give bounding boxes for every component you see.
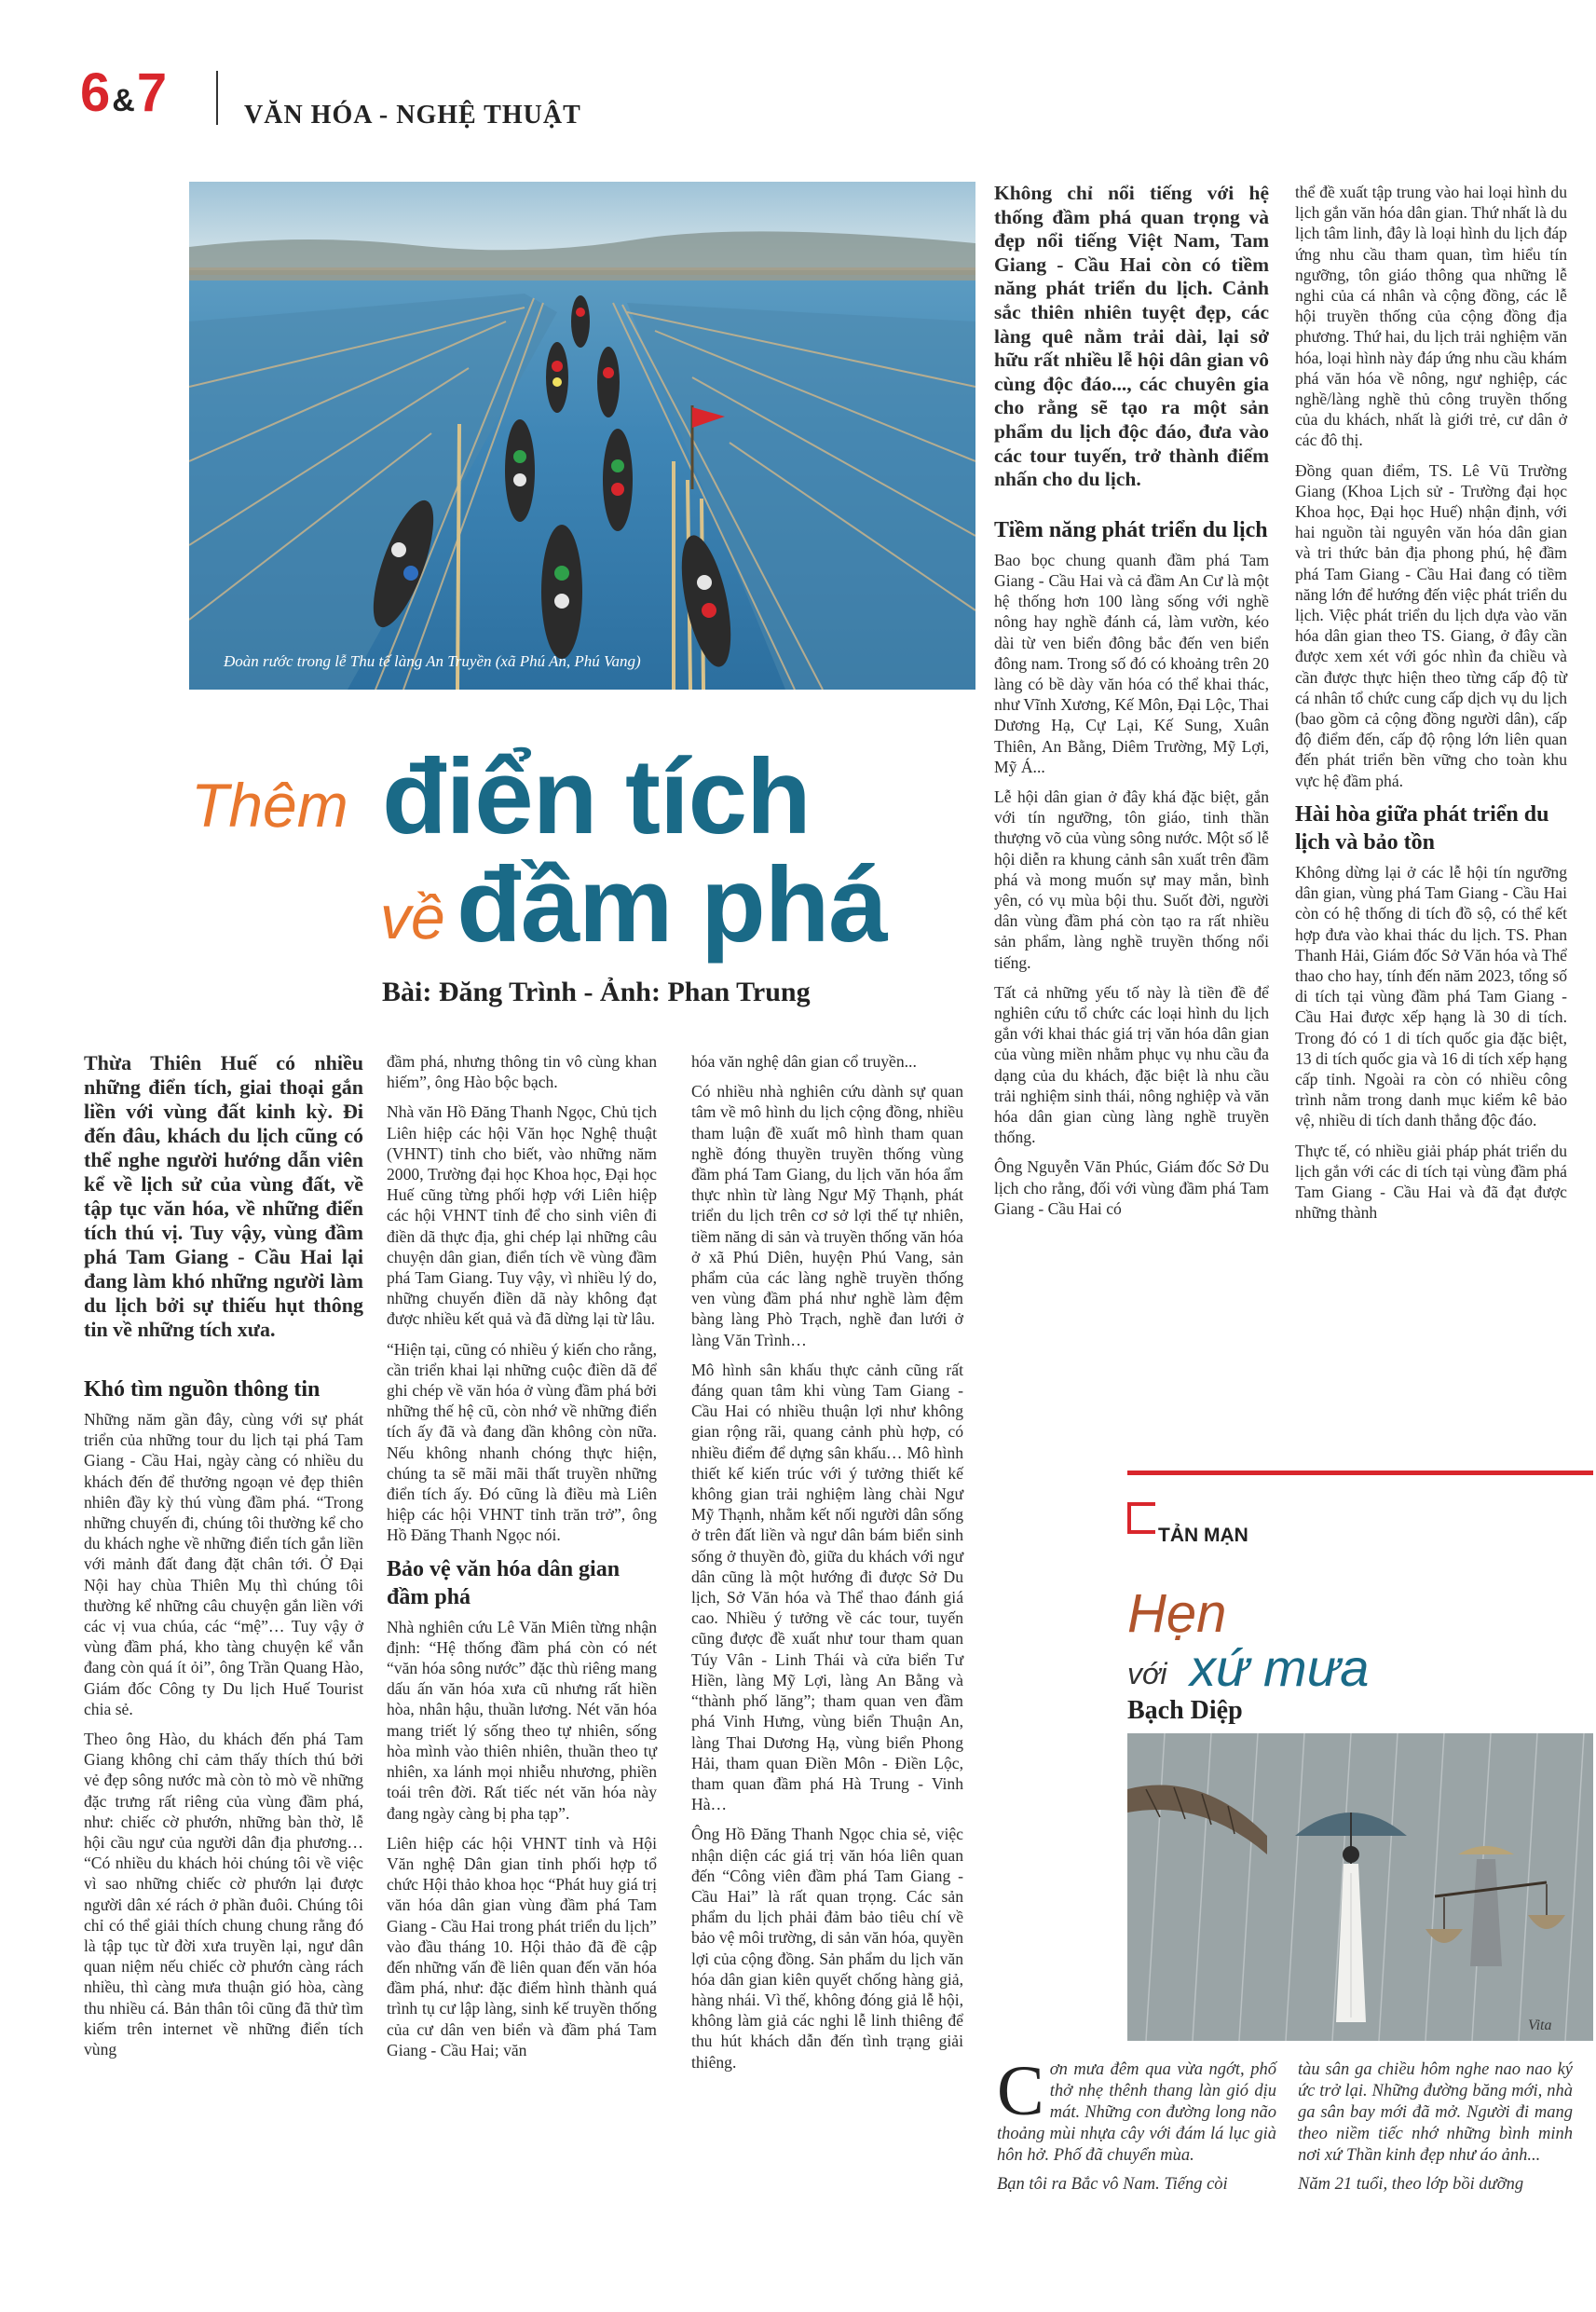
page-number: [80, 62, 168, 129]
paragraph: tàu sân ga chiều hôm nghe nao nao ký ức trở lại. Những đường băng mới, nhà ga sân bay mới đã mở. Người đi mang theo niềm tiếc nhớ những bình minh nơi xứ Thần kinh đẹp như áo ảnh...: [1298, 2060, 1573, 2165]
lagoon-procession-photo: [189, 182, 975, 690]
sidebar-author: Bạch Diệp: [1127, 1696, 1243, 1725]
headline-word-ve: về: [380, 882, 445, 951]
rain-umbrella-illustration: [1127, 1733, 1593, 2041]
artist-signature: [1528, 2018, 1551, 2033]
subheading-tiem-nang: Tiềm năng phát triển du lịch: [994, 517, 1268, 542]
essay-text: ơn mưa đêm qua vừa ngớt, phố thở nhẹ thênh thang làn gió dịu mát. Những con đường long não thoảng mùi nhựa cây với đám lá lục già hôn hở. Phố đã chuyển mùa.: [997, 2060, 1276, 2165]
paragraph: Ông Hồ Đăng Thanh Ngọc chia sẻ, việc nhận diện các giá trị văn hóa liên quan đến “Công viên đầm phá Tam Giang - Cầu Hai” là rất quan trọng. Các sản phẩm du lịch phải đảm bảo tiêu chí về bảo vệ môi trường, di sản văn hóa, quyền lợi của cộng đồng. Sản phẩm du lịch văn hóa dân gian kiên quyết chống hàng giả, hàng nhái. Vì thế, không đóng giả lễ hội, không làm giả các nghi lễ linh thiêng để thu hút khách dẫn đến tình trạng giải thiêng.: [691, 1825, 963, 2072]
paragraph: Lễ hội dân gian ở đây khá đặc biệt, gắn với tín ngưỡng, tôn giáo, tinh thần thượng võ của vùng sông nước. Một số lễ hội diễn ra khung cảnh sân xuất trên đầm phá và mong muốn sự may mắn, bình yên, có vụ mùa bội thu. Suốt đời, người dân vùng đầm phá còn tạo ra rất nhiều sản phẩm, làng nghề truyền thống nổi tiếng.: [994, 787, 1269, 972]
subheading-hai-hoa: Hài hòa giữa phát triển du lịch và bảo tồn: [1295, 801, 1549, 855]
drop-cap: C: [997, 2052, 1044, 2130]
paragraph: Có nhiều nhà nghiên cứu dành sự quan tâm về mô hình du lịch cộng đồng, nhiều tham luận đề xuất mô hình tham quan nghề đóng thuyền truyền thống vùng đầm phá Tam Giang, du lịch văn hóa ẩm thực nhìn từ làng Ngư Mỹ Thạnh, phát triển du lịch trên cơ sở lợi thế tự nhiên, tiềm năng di sản và truyền thống văn hóa ở xã Phú Diên, huyện Phú Vang, sản phẩm của các làng nghề truyền thống ven vùng đầm phá như nghề làm đệm bàng làng Phò Trạch, nghề đan lưới ở làng Văn Trình…: [691, 1082, 963, 1349]
paragraph: Mô hình sân khấu thực cảnh cũng rất đáng quan tâm khi vùng Tam Giang - Cầu Hai có nhiều thuận lợi như không gian rộng rãi, quang cảnh phù hợp, có nhiều điểm để dựng sân khấu… Mô hình thiết kế kiến trúc với ý tưởng thiết kế không gian trải nghiệm làng chài Ngư Mỹ Thạnh, nhằm kết nối người dân sống ở trên đất liền và ngư dân bám biển sinh sống ở thuyền đò, giữa du khách với ngư dân cũng là một hướng đi được Sở Du lịch, Sở Văn hóa và Thể thao đánh giá cao. Nhiều ý tưởng về các tour, tuyến cũng được đề xuất như tour tham quan Túy Vân - Linh Thái và cửa biển Tư Hiền, làng Mỹ Lợi, làng An Bằng và “thành phố lăng”; tham quan ven đầm phá Vinh Hưng, vùng biển Thuận An, làng Thai Dương Hạ, vùng biển Phong Hải, tham quan Điền Môn - Điền Lộc, tham quan đầm phá Hà Trung - Vinh Hà…: [691, 1360, 963, 1814]
subheading-bao-ve: Bảo vệ văn hóa dân gian đầm phá: [387, 1556, 621, 1609]
paragraph: Thực tế, có nhiều giải pháp phát triển du lịch gắn với các di tích tại vùng đầm phá Tam Giang - Cầu Hai và đã đạt được những thành: [1295, 1141, 1567, 1223]
sidebar-top-rule: [1127, 1471, 1593, 1475]
paragraph: hóa văn nghệ dân gian cổ truyền...: [691, 1052, 917, 1071]
paragraph: Năm 21 tuổi, theo lớp bồi dưỡng: [1298, 2175, 1524, 2194]
article-column-3: [691, 1051, 963, 2082]
essay-column-2: [1298, 2059, 1573, 2203]
paragraph: Đồng quan điểm, TS. Lê Vũ Trường Giang (Khoa Lịch sử - Trường đại học Khoa học, Đại học Huế) nhận định, với hai nguồn tài nguyên văn hóa dân gian và tri thức bản địa phong phú, hệ đầm phá Tam Giang - Cầu Hai đang có tiềm năng lớn để hướng đến việc phát triển du lịch. Việc phát triển du lịch dựa vào văn hóa dân gian theo TS. Giang, ở đây cần được xem xét với góc nhìn đa chiều và cần được thực hiện theo từng cấp độ từ cá nhân tổ chức cung cấp dịch vụ du lịch (bao gồm cả cộng đồng người dân), cấp độ điểm đến, cấp độ rộng lớn liên quan đến phát triển bền vững cho toàn khu vực hệ đầm phá.: [1295, 460, 1567, 790]
paragraph: Theo ông Hào, du khách đến phá Tam Giang không chỉ cảm thấy thích thú bởi vẻ đẹp sông nước mà còn tò mò về những đặc trưng rất riêng của vùng đầm phá, như: chiếc cờ phướn, những bàn thờ, lễ hội cầu ngư của người dân địa phương… “Có nhiều du khách hỏi chúng tôi về việc vì sao những chiếc cờ phướn lại được người dân xé rách ở phần đuôi. Chúng tôi chỉ có thể giải thích chung chung rằng đó là tập tục từ đời xưa truyền lại, ngư dân quan niệm nếu chiếc cờ phướn càng rách nhiều, thì càng mưa thuận gió hòa, càng thu nhiều cá. Bản thân tôi cũng đã thử tìm kiếm trên internet về những điển tích vùng: [84, 1730, 363, 2059]
photo-illustration: [189, 182, 975, 690]
paragraph: [997, 2052, 1276, 2167]
svg-text:Vita: Vita: [1528, 2018, 1552, 2033]
paragraph: Liên hiệp các hội VHNT tỉnh và Hội Văn nghệ Dân gian tỉnh phối hợp tổ chức Hội thảo khoa học “Phát huy giá trị văn hóa dân gian vùng đầm phá Tam Giang - Cầu Hai trong phát triển du lịch” vào đầu tháng 10. Hội thảo đã đề cập đến những vấn đề liên quan đến văn hóa đầm phá, như: đặc điểm hình thành quá trình tụ cư lập làng, sinh kế truyền thống của cư dân ven biển và đầm phá Tam Giang - Cầu Hai; văn: [387, 1833, 657, 2059]
page-number-left: 6: [80, 62, 111, 123]
essay-column-1: [997, 2052, 1276, 2203]
article-column-4: [994, 182, 1269, 1228]
paragraph: Ông Nguyễn Văn Phúc, Giám đốc Sở Du lịch cho rằng, đối với vùng đầm phá Tam Giang - Cầu Hai có: [994, 1157, 1269, 1218]
page-number-amp: &: [112, 83, 135, 118]
byline: Bài: Đăng Trình - Ảnh: Phan Trung: [382, 977, 811, 1007]
article-lead: Thừa Thiên Huế có nhiều những điển tích, giai thoại gắn liền với vùng đất kinh kỳ. Đi đến đâu, khách du lịch cũng có thể nghe người hướng dẫn viên kể về lịch sử của vùng đất, về tập tục văn hóa, về những điển tích thú vị. Tuy vậy, vùng đầm phá Tam Giang - Cầu Hai lại đang làm khó những người làm du lịch bởi sự thiếu hụt thông tin về những tích xưa.: [84, 1051, 363, 1341]
photo-caption: Đoàn rước trong lễ Thu tế làng An Truyền (xã Phú An, Phú Vang): [224, 652, 641, 670]
sidebar-title-xu-mua: xứ mưa: [1190, 1638, 1370, 1697]
sidebar-title-voi: với: [1127, 1657, 1167, 1690]
paragraph: Những năm gần đây, cùng với sự phát triển của những tour du lịch tại phá Tam Giang - Cầu Hai, ngày càng có nhiều du khách đến để thưởng ngoạn vẻ đẹp thiên nhiên đầy kỳ thú vùng đầm phá. “Trong những chuyến đi, chúng tôi thường kể cho du khách nghe về những điển tích gắn liền với mảnh đất đang đặt chân tới. Ở Đại Nội hay chùa Thiên Mụ thì chúng tôi thường kể những câu chuyện gắn liền với các vị vua chúa, các “mệ”… Tuy vậy ở vùng đầm phá, kho tàng chuyện kể vẫn đang còn quá ít ỏi”, ông Trần Quang Hào, Giám đốc Công ty Du lịch Huế Tourist chia sẻ.: [84, 1410, 363, 1718]
paragraph: Nhà nghiên cứu Lê Văn Miên từng nhận định: “Hệ thống đầm phá còn có nét “văn hóa sông nước” đặc thù riêng mang dấu ấn văn hóa xưa cũ nhưng rất hiền hòa, nhân hậu, thuần lương. Nét văn hóa mang triết lý sống theo tự nhiên, sống hòa mình vào thiên nhiên, thuần theo tự nhiên, xa lánh mọi nhiễu nhương, phiền toái trên đời. Rất tiếc nét văn hóa này đang ngày càng bị pha tạp”.: [387, 1617, 657, 1823]
paragraph: Nhà văn Hồ Đăng Thanh Ngọc, Chủ tịch Liên hiệp các hội Văn học Nghệ thuật (VHNT) tỉnh cho biết, vào những năm 2000, Trường đại học Khoa học, Đại học Huế cũng từng phối hợp với Liên hiệp các hội VHNT tỉnh để cho sinh viên đi điền dã thực địa, ghi chép lại những câu chuyện dân gian, điển tích về vùng đầm phá Tam Giang. Tuy vậy, vì nhiều lý do, những chuyến điền dã này không đạt được nhiều kết quả và đã dừng lại từ lâu.: [387, 1102, 657, 1329]
paragraph: “Hiện tại, cũng có nhiều ý kiến cho rằng, cần triển khai lại những cuộc điền dã để ghi chép về văn hóa ở vùng đầm phá bởi những thế hệ cũ, còn nhớ về những điển tích ấy đã và đang dần không còn nữa. Nếu không nhanh chóng thực hiện, chúng ta sẽ mãi mãi thất truyền những điển tích ấy. Đó cũng là điều mà Liên hiệp các hội VHNT tỉnh trăn trở”, ông Hồ Đăng Thanh Ngọc nói.: [387, 1339, 657, 1545]
page-number-right: 7: [136, 62, 168, 123]
article-column-2: [387, 1051, 657, 2070]
sidebar-label: TẢN MẠN: [1158, 1525, 1248, 1546]
section-title: VĂN HÓA - NGHỆ THUẬT: [244, 101, 581, 130]
article-sapo: Không chỉ nổi tiếng với hệ thống đầm phá quan trọng và đẹp nổi tiếng Việt Nam, Tam Giang - Cầu Hai còn có tiềm năng phát triển du lịch. Cảnh sắc thiên nhiên tuyệt đẹp, các làng quê nằm trải dài, lại sở hữu rất nhiều lễ hội dân gian vô cùng độc đáo..., các chuyên gia cho rằng sẽ tạo ra một sản phẩm du lịch độc đáo, đưa vào các tour tuyến, trở thành điểm nhấn cho du lịch.: [994, 182, 1269, 491]
article-column-5: [1295, 182, 1567, 1232]
paragraph: Bạn tôi ra Bắc vô Nam. Tiếng còi: [997, 2175, 1228, 2194]
article-column-1: [84, 1051, 363, 2069]
tan-man-bracket-icon: [1127, 1502, 1155, 1534]
headline-word-dam-pha: đầm phá: [457, 846, 887, 964]
paragraph: thể đề xuất tập trung vào hai loại hình du lịch gắn văn hóa dân gian. Thứ nhất là du lịch tâm linh, đây là loại hình du lịch đáp ứng nhu cầu tham quan, tìm hiểu tín ngưỡng, tôn giáo thông qua những lễ nghi của cá nhân và cộng đồng, các lễ hội truyền thống của cộng đồng địa phương. Thứ hai, du lịch trải nghiệm văn hóa, loại hình này đáp ứng nhu cầu khám phá văn hóa về nông, ngư nghiệp, các nghề/làng nghề thủ công truyền thống của du khách, nhất là giới trẻ, cư dân ở các đô thị.: [1295, 183, 1567, 450]
headline-word-them: Thêm: [191, 771, 348, 840]
paragraph: Tất cả những yếu tố này là tiền đề để nghiên cứu tổ chức các loại hình du lịch gắn với khai thác giá trị văn hóa dân gian của vùng miền nhằm phục vụ nhu cầu đa dạng của du khách, đặc biệt là nhu cầu trải nghiệm sinh thái, nông nghiệp và văn hóa dân gian cùng làng nghề truyền thống.: [994, 982, 1269, 1147]
subheading-kho-tim: Khó tìm nguồn thông tin: [84, 1377, 321, 1402]
paragraph: Bao bọc chung quanh đầm phá Tam Giang - Cầu Hai và cả đầm An Cư là một hệ thống hơn 100 làng sống với nghề nông hay nghề đánh cá, làm vườn, kéo dài từ ven biển đông bắc đến ven biển đông nam. Trong số đó có khoảng trên 20 làng có bề dày văn hóa có thể khai thác, như Vĩnh Xương, Kế Môn, Đại Lộc, Thai Dương Hạ, Cự Lại, Kế Sung, Xuân Thiên, An Bằng, Diêm Trường, Mỹ Lợi, Mỹ Á...: [994, 550, 1269, 776]
sidebar-title-hen: Hẹn: [1127, 1583, 1227, 1644]
header-divider: [216, 71, 218, 125]
headline-word-dien-tich: điển tích: [382, 738, 811, 856]
paragraph: đầm phá, nhưng thông tin vô cùng khan hiếm”, ông Hào bộc bạch.: [387, 1052, 657, 1092]
paragraph: Không dừng lại ở các lễ hội tín ngưỡng dân gian, vùng phá Tam Giang - Cầu Hai còn có hệ thống di tích đồ sộ, có thể kết hợp đưa vào khai thác du lịch. TS. Phan Thanh Hải, Giám đốc Sở Văn hóa và Thể thao cho hay, tính đến năm 2023, tổng số di tích tại vùng đầm phá Tam Giang - Cầu Hai được xếp hạng là 30 di tích. Trong đó có 1 di tích quốc gia đặc biệt, 13 di tích quốc gia và 16 di tích xếp hạng cấp tỉnh. Ngoài ra còn có nhiều công trình nằm trong danh mục kiểm kê bảo vệ, nhiều di tích danh thắng độc đáo.: [1295, 862, 1567, 1130]
